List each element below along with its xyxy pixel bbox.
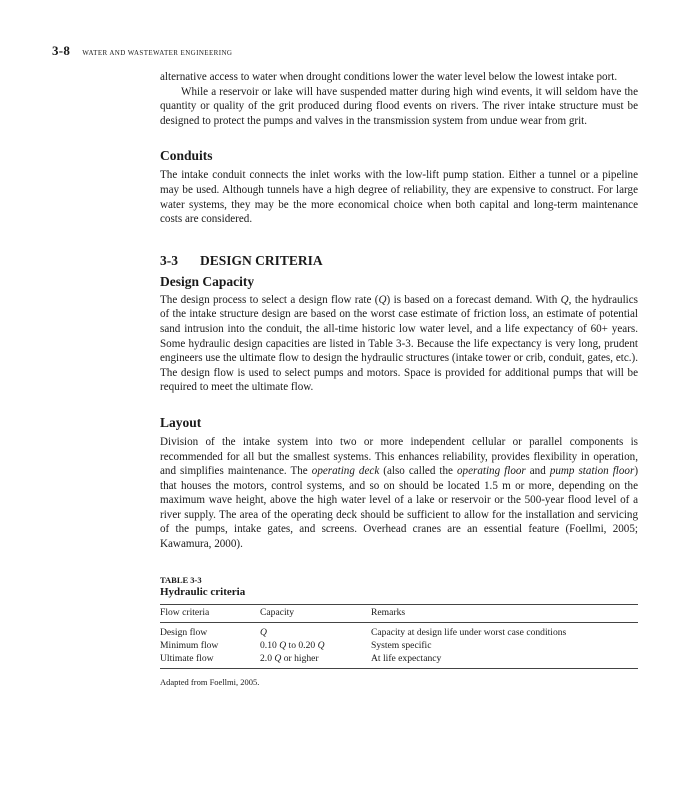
table-cell: Ultimate flow — [160, 652, 214, 664]
table-title: Hydraulic criteria — [160, 585, 246, 598]
section-title: DESIGN CRITERIA — [200, 252, 323, 268]
section-number: 3-3 — [160, 252, 178, 268]
intro-paragraph-1: alternative access to water when drought conditions lower the water level below the lowest intake port. — [160, 71, 618, 83]
table-cell: At life expectancy — [371, 652, 442, 664]
table-header-cell: Capacity — [260, 606, 295, 618]
hydraulic-criteria-table — [160, 604, 638, 669]
table-row — [160, 652, 638, 669]
table-cell: Q — [260, 626, 267, 638]
table-cell: System specific — [371, 639, 432, 651]
book-title: WATER AND WASTEWATER ENGINEERING — [82, 49, 233, 57]
design-capacity-paragraph: The design process to select a design flow rate (Q) is based on a forecast demand. With Q, the hydraulics of the intake structure design are based on the worst case estimate of friction loss, an estimate of potential sand intrusion into the conduit, the all-time historic low water level, and a life expectancy of 60+ years. Some hydraulic design capacities are listed in Table 3-3. Because the life expectancy is very long, prudent engineers use the ultimate flow to design the hydraulic structures (intake tower or crib, conduit, gates, etc.). The design flow is used to select pumps and motors. Space is provided for additional pumps that will be required to meet the ultimate flow. — [160, 293, 638, 394]
table-row — [160, 639, 638, 652]
table-cell: 2.0 Q or higher — [260, 652, 319, 664]
conduits-paragraph: The intake conduit connects the inlet works with the low-lift pump station. Either a tunnel or a pipeline may be used. Although tunnels have a high degree of reliability, they are expensive to construct. For large water systems, they may be the more economical choice when both capital and long-term maintenance costs are considered. — [160, 169, 638, 226]
table-cell: Minimum flow — [160, 639, 219, 651]
table-caption: TABLE 3-3 — [160, 574, 202, 585]
layout-heading: Layout — [160, 414, 202, 430]
hydraulic-criteria-table-block — [160, 575, 638, 687]
section-heading — [160, 253, 638, 269]
table-header-row — [160, 604, 638, 622]
table-cell: Design flow — [160, 626, 208, 638]
page-content — [160, 70, 638, 687]
table-cell: Capacity at design life under worst case conditions — [371, 626, 567, 638]
table-cell: 0.10 Q to 0.20 Q — [260, 639, 325, 651]
running-head — [52, 43, 232, 59]
table-header-cell: Flow criteria — [160, 606, 210, 618]
design-capacity-heading: Design Capacity — [160, 273, 255, 289]
table-row — [160, 622, 638, 639]
conduits-heading: Conduits — [160, 148, 213, 164]
intro-paragraph-2: While a reservoir or lake will have suspended matter during high wind events, it will seldom have the quantity or quality of the grit produced during flood events on rivers. The river intake structure must be designed to protect the pumps and valves in the transmission system from undue wear from grit. — [160, 85, 638, 127]
page-number: 3-8 — [52, 43, 71, 58]
table-source-note: Adapted from Foellmi, 2005. — [160, 676, 260, 687]
layout-paragraph: Division of the intake system into two or more independent cellular or parallel components is recommended for all but the smallest systems. This enhances reliability, provides flexibility in operation, and simplifies maintenance. The operating deck (also called the operating floor and pump station floor) that houses the motors, control systems, and so on should be located 1.5 m or more, depending on the maximum wave height, above the high water level of a lake or reservoir or the 500-year flood level of a river supply. The area of the operating deck should be sufficient to allow for the installation and servicing of the pumps, intake gates, and screens. Overhead cranes are an essential feature (Foellmi, 2005; Kawamura, 2000). — [160, 435, 639, 551]
table-header-cell: Remarks — [371, 606, 406, 618]
